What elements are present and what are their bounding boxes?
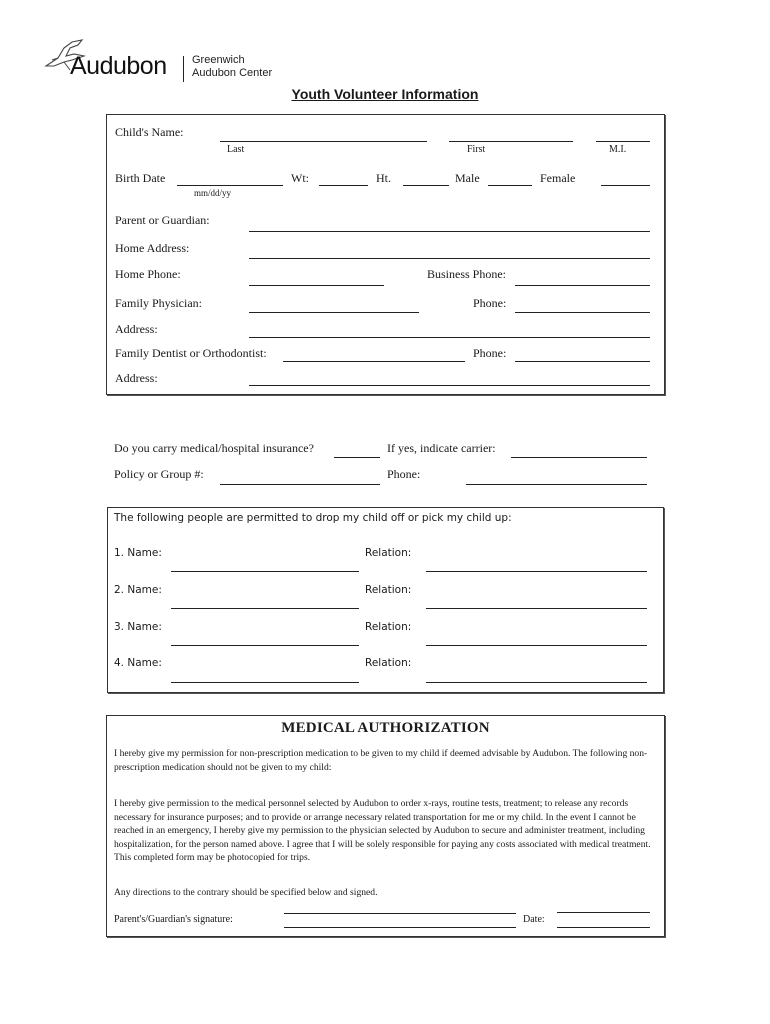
physician-address-label: Address: [115,322,158,336]
dentist-label: Family Dentist or Orthodontist: [115,346,267,360]
child-last-name-field[interactable] [220,141,427,142]
policy-field[interactable] [220,484,380,485]
pickup-name-label-3: 3. Name: [114,621,162,633]
dentist-address-label: Address: [115,371,158,385]
male-label: Male [455,171,480,185]
parent-label: Parent or Guardian: [115,213,210,227]
signature-label: Parent's/Guardian's signature: [114,914,233,925]
home-address-field[interactable] [249,258,650,259]
pickup-name-field-3[interactable] [171,645,359,646]
insurance-question: Do you carry medical/hospital insurance? [114,441,314,455]
physician-field[interactable] [249,312,419,313]
consent-paragraph: I hereby give permission to the medical personnel selected by Audubon to order x-rays, routine tests, treatment; to release any records necessary for insurance purposes; and to provide or arrange necessary related transportation for me or my child. In the event I cannot be reached in an emergency, I hereby give my permission to the physician selected by Audubon to secure and administer treatment, including hospitalization, for the person named above. I agree that I will be solely responsible for paying any costs associated with medical treatment. This completed form may be photocopied for trips. [114,798,651,863]
dentist-field[interactable] [283,361,465,362]
physician-label: Family Physician: [115,296,202,310]
pickup-relation-label-1: Relation: [365,547,412,559]
carrier-label: If yes, indicate carrier: [387,441,496,455]
form-title: Youth Volunteer Information [291,86,479,102]
pickup-name-field-4[interactable] [171,682,359,683]
pickup-name-field-2[interactable] [171,608,359,609]
business-phone-label: Business Phone: [427,267,507,281]
home-phone-field[interactable] [249,285,384,286]
logo-wordmark: Audubon [70,52,167,80]
dentist-address-field[interactable] [249,385,650,386]
first-caption: First [467,144,486,155]
pickup-relation-field-3[interactable] [426,645,647,646]
logo-line2: Audubon Center [192,67,273,79]
pickup-relation-label-3: Relation: [365,621,412,633]
birth-date-field[interactable] [177,185,283,186]
pickup-name-label-1: 1. Name: [114,547,162,559]
pickup-relation-field-1[interactable] [426,571,647,572]
male-field[interactable] [488,185,532,186]
pickup-relation-label-4: Relation: [365,657,412,669]
child-name-label: Child's Name: [115,125,184,139]
date-field[interactable] [557,927,650,928]
last-caption: Last [227,144,245,155]
medical-authorization-section [106,715,665,937]
weight-field[interactable] [319,185,368,186]
insurance-phone-field[interactable] [466,484,647,485]
business-phone-field[interactable] [515,285,650,286]
home-phone-label: Home Phone: [115,267,181,281]
weight-label: Wt: [291,171,309,185]
pickup-name-label-4: 4. Name: [114,657,162,669]
audubon-logo [44,36,284,82]
pickup-name-label-2: 2. Name: [114,584,162,596]
pickup-heading: The following people are permitted to drop my child off or pick my child up: [114,512,512,524]
height-label: Ht. [376,171,391,185]
birth-date-label: Birth Date [115,171,166,185]
child-info-section [106,114,665,395]
medical-heading: MEDICAL AUTHORIZATION [281,720,490,736]
dentist-phone-field[interactable] [515,361,650,362]
parent-field[interactable] [249,231,650,232]
child-first-name-field[interactable] [449,141,573,142]
logo-divider [183,56,184,82]
pickup-relation-field-4[interactable] [426,682,647,683]
mi-caption: M.I. [609,144,627,155]
signature-field[interactable] [284,927,516,928]
dentist-phone-label: Phone: [473,346,507,360]
carrier-field[interactable] [511,457,647,458]
medication-paragraph: I hereby give my permission for non-prescription medication to be given to my child if deemed advisable by Audubon. The following non-prescription medication should not be given to my child: [114,748,648,773]
signature-field-top[interactable] [284,913,516,914]
date-field-top[interactable] [557,912,650,913]
contrary-directions-text: Any directions to the contrary should be specified below and signed. [114,887,378,898]
physician-address-field[interactable] [249,337,650,338]
pickup-relation-label-2: Relation: [365,584,412,596]
child-mi-field[interactable] [596,141,650,142]
female-label: Female [540,171,576,185]
home-address-label: Home Address: [115,241,190,255]
policy-label: Policy or Group #: [114,467,204,481]
female-field[interactable] [601,185,650,186]
pickup-name-field-1[interactable] [171,571,359,572]
physician-phone-field[interactable] [515,312,650,313]
insurance-yes-no-field[interactable] [334,457,380,458]
birth-date-hint: mm/dd/yy [194,188,232,198]
physician-phone-label: Phone: [473,296,507,310]
insurance-phone-label: Phone: [387,467,421,481]
logo-line1: Greenwich [192,54,245,66]
height-field[interactable] [403,185,449,186]
pickup-relation-field-2[interactable] [426,608,647,609]
date-label: Date: [523,914,545,925]
pickup-section [107,507,664,693]
